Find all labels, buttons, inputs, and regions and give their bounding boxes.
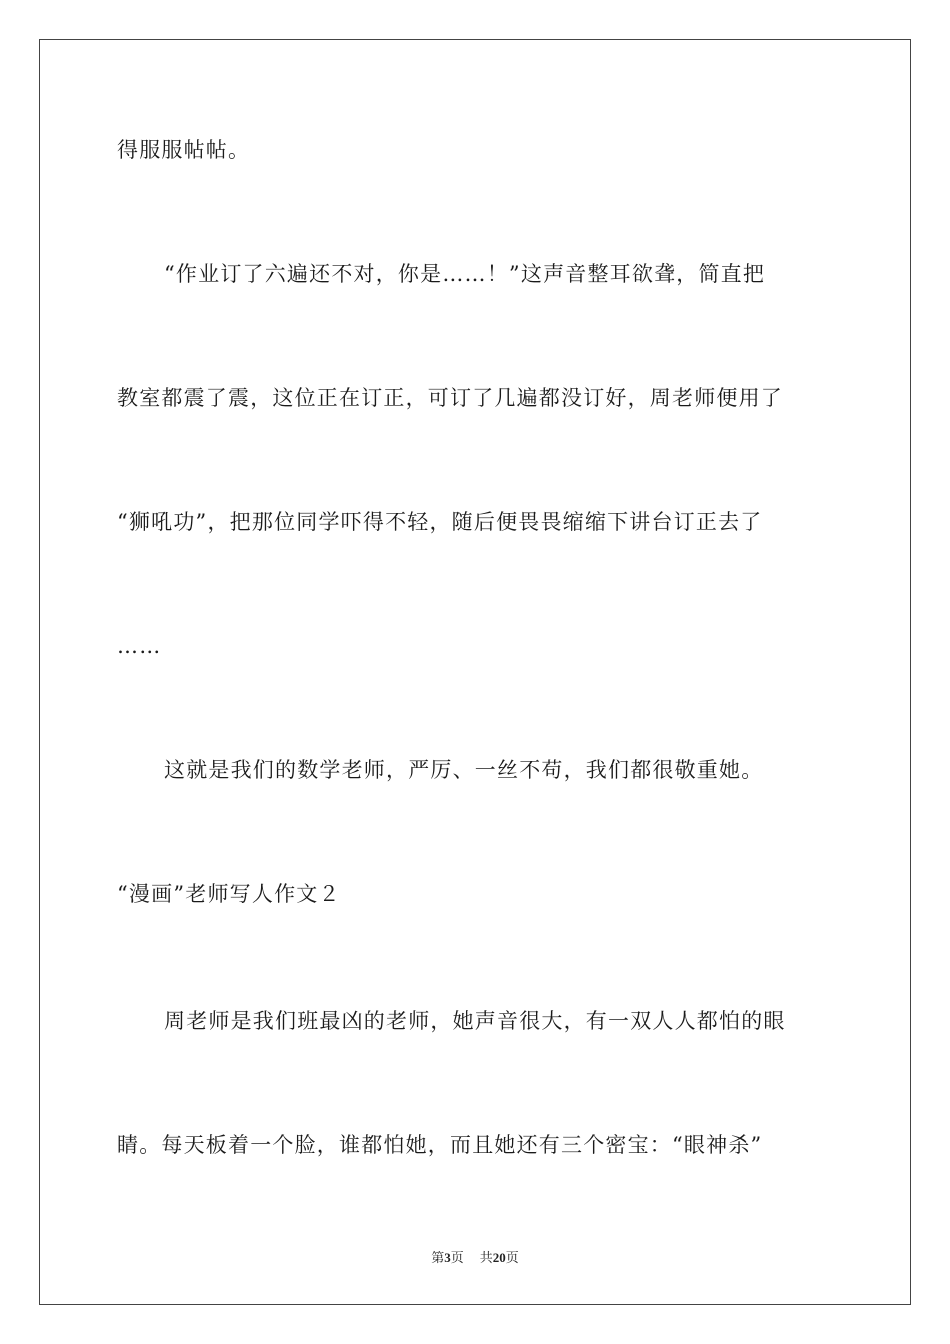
page-footer: [0, 1247, 950, 1266]
section-heading: “漫画”老师写人作文２: [117, 882, 341, 906]
text-line-8: 周老师是我们班最凶的老师，她声音很大，有一双人人都怕的眼: [164, 1009, 786, 1033]
text-line-1: 得服服帖帖。: [117, 138, 251, 162]
text-line-4: “狮吼功”，把那位同学吓得不轻，随后便畏畏缩缩下讲台订正去了: [117, 510, 763, 534]
footer-total-prefix: 共: [479, 1250, 493, 1265]
footer-total-pages: 20: [492, 1250, 506, 1265]
text-line-2: “作业订了六遍还不对，你是……！”这声音整耳欲聋，简直把: [164, 262, 766, 286]
footer-page-prefix: 第: [431, 1250, 445, 1265]
text-line-6: 这就是我们的数学老师，严厉、一丝不苟，我们都很敬重她。: [164, 758, 764, 782]
footer-page-number: 3: [444, 1250, 451, 1265]
page-frame: [39, 39, 911, 1305]
text-line-5: ……: [117, 634, 162, 658]
footer-page-suffix: 页: [450, 1250, 464, 1265]
text-line-3: 教室都震了震，这位正在订正，可订了几遍都没订好，周老师便用了: [117, 386, 783, 410]
text-line-9: 睛。每天板着一个脸，谁都怕她，而且她还有三个密宝：“眼神杀”: [117, 1133, 763, 1157]
footer-total-suffix: 页: [505, 1250, 519, 1265]
